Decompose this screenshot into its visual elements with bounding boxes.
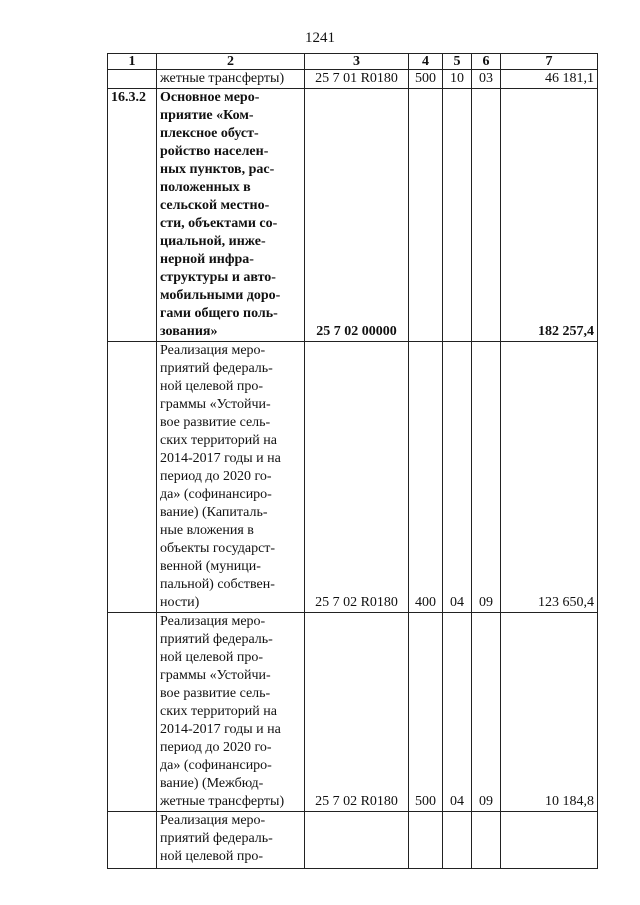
row-subsection: 09 (472, 342, 501, 613)
row-expense-type: 500 (409, 70, 443, 89)
row-sum: 123 650,4 (501, 342, 598, 613)
row-number (108, 812, 157, 869)
row-description: жетные трансферты) (157, 70, 305, 89)
table-row (108, 89, 598, 342)
table-row (108, 70, 598, 89)
row-target-code: 25 7 01 R0180 (305, 70, 409, 89)
row-description: Реализация меро- приятий федераль- ной целевой про- граммы «Устойчи- вое развитие сель- ских территорий на 2014-2017 годы и на период до 2020 го- да» (софинансиро- вание) (Капиталь- ные вложения в объекты государст- венной (муници- пальной) собствен- ности) (157, 342, 305, 613)
page-number: 1241 (305, 30, 335, 46)
row-sum: 10 184,8 (501, 613, 598, 812)
row-sum (501, 812, 598, 869)
row-subsection: 09 (472, 613, 501, 812)
table-row (108, 812, 598, 869)
header-col-1: 1 (108, 54, 157, 70)
header-col-6: 6 (472, 54, 501, 70)
row-target-code: 25 7 02 R0180 (305, 342, 409, 613)
row-sum: 182 257,4 (501, 89, 598, 342)
row-expense-type: 400 (409, 342, 443, 613)
header-col-2: 2 (157, 54, 305, 70)
row-number (108, 613, 157, 812)
row-target-code: 25 7 02 00000 (305, 89, 409, 342)
header-col-5: 5 (443, 54, 472, 70)
header-row (108, 54, 598, 70)
row-number (108, 342, 157, 613)
table-row (108, 613, 598, 812)
row-section: 04 (443, 613, 472, 812)
row-section: 04 (443, 342, 472, 613)
budget-table (107, 53, 598, 869)
row-subsection (472, 89, 501, 342)
row-expense-type (409, 812, 443, 869)
header-col-4: 4 (409, 54, 443, 70)
row-section: 10 (443, 70, 472, 89)
row-subsection (472, 812, 501, 869)
row-number: 16.3.2 (108, 89, 157, 342)
row-section (443, 812, 472, 869)
row-number (108, 70, 157, 89)
row-description: Основное меро- приятие «Ком- плексное обуст- ройство населен- ных пунктов, рас- положенных в сельской местно- сти, объектами со- циальной, инже- нерной инфра- структуры и авто- мобильными доро- гами общего поль- зования» (157, 89, 305, 342)
row-target-code: 25 7 02 R0180 (305, 613, 409, 812)
row-target-code (305, 812, 409, 869)
row-sum: 46 181,1 (501, 70, 598, 89)
header-col-3: 3 (305, 54, 409, 70)
row-description: Реализация меро- приятий федераль- ной целевой про- граммы «Устойчи- вое развитие сель- ских территорий на 2014-2017 годы и на период до 2020 го- да» (софинансиро- вание) (Межбюд- жетные трансферты) (157, 613, 305, 812)
row-expense-type: 500 (409, 613, 443, 812)
header-col-7: 7 (501, 54, 598, 70)
row-section (443, 89, 472, 342)
row-expense-type (409, 89, 443, 342)
table-row (108, 342, 598, 613)
row-description: Реализация меро- приятий федераль- ной целевой про- (157, 812, 305, 869)
row-subsection: 03 (472, 70, 501, 89)
